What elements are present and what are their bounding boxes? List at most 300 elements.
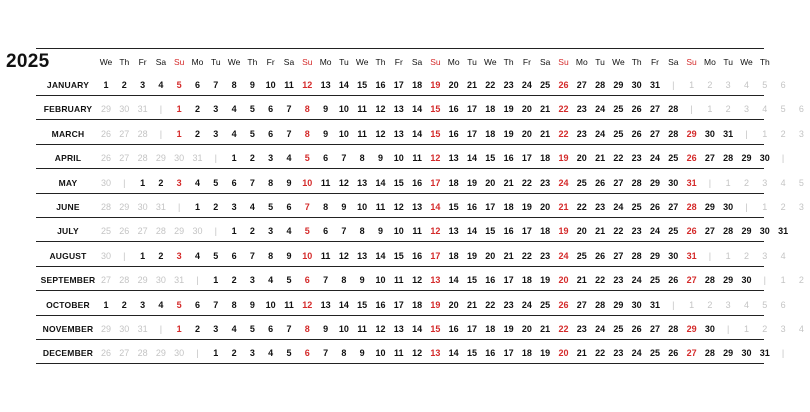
day-cell: 3	[140, 80, 146, 90]
day-cell: 15	[485, 226, 496, 237]
day-cell: 25	[668, 153, 679, 164]
day-cell: 3	[176, 177, 182, 188]
day-cell: 22	[521, 250, 532, 261]
day-cell: 31	[192, 153, 203, 164]
day-cell: 17	[393, 299, 404, 310]
day-cell: 29	[100, 324, 111, 334]
day-cell: 1	[213, 348, 219, 359]
day-cell: 22	[613, 153, 624, 164]
day-cell: 23	[503, 80, 514, 90]
day-cell: 28	[631, 250, 642, 261]
day-cell: 4	[762, 104, 768, 115]
day-cell: 10	[265, 299, 276, 310]
weekday-header: Th	[631, 57, 642, 67]
day-cell: 21	[558, 202, 569, 212]
weekday-header: Mo	[575, 57, 588, 67]
weekday-header: Fr	[650, 57, 660, 67]
day-cell: 13	[412, 202, 423, 212]
day-cell: 6	[798, 104, 804, 115]
day-cell: 27	[668, 202, 679, 212]
day-cell: 4	[231, 104, 237, 115]
day-cell: 22	[558, 104, 569, 115]
weekday-header: Fr	[522, 57, 531, 67]
day-cell: 15	[357, 80, 368, 90]
day-cell: 8	[304, 128, 310, 139]
day-cell: 8	[304, 324, 310, 334]
day-cell: 30	[631, 299, 642, 310]
day-cell: 21	[503, 177, 514, 188]
day-cell: 23	[631, 226, 642, 237]
day-cell: 29	[155, 348, 166, 359]
day-cell: 15	[466, 275, 477, 286]
day-cell: 13	[448, 226, 459, 237]
day-cell: 12	[338, 250, 349, 261]
day-cell: 29	[100, 104, 111, 115]
day-cell: 25	[649, 275, 660, 286]
day-cell: 14	[412, 324, 423, 334]
day-cell: 30	[100, 177, 111, 188]
day-cell: 9	[359, 275, 365, 286]
day-cell: 29	[119, 202, 130, 212]
day-cell: 30	[704, 324, 715, 334]
day-cell: 5	[268, 202, 274, 212]
day-cell: 7	[323, 275, 329, 286]
day-cell: 21	[503, 250, 514, 261]
day-cell: 22	[521, 177, 532, 188]
day-cell: 19	[521, 202, 532, 212]
day-cell: 3	[213, 324, 219, 334]
row-rule	[36, 363, 764, 364]
day-cell: 20	[540, 202, 551, 212]
day-cell: 8	[341, 348, 347, 359]
day-cell: 10	[302, 177, 313, 188]
row-rule	[36, 95, 764, 96]
day-cell: 12	[393, 202, 404, 212]
day-cell: 11	[284, 80, 294, 90]
month-separator: |	[745, 128, 748, 139]
day-cell: 28	[686, 202, 697, 212]
day-cell: 25	[668, 226, 679, 237]
month-label: AUGUST	[49, 250, 87, 261]
day-cell: 14	[375, 250, 386, 261]
weekday-header: Th	[119, 57, 130, 67]
month-label: DECEMBER	[42, 348, 94, 359]
day-cell: 11	[357, 324, 367, 334]
day-cell: 21	[466, 80, 477, 90]
month-separator: |	[727, 324, 730, 334]
day-cell: 27	[613, 250, 624, 261]
weekday-header: Su	[558, 57, 569, 67]
day-cell: 9	[323, 324, 329, 334]
day-cell: 1	[176, 324, 182, 334]
day-cell: 2	[158, 177, 164, 188]
day-cell: 3	[762, 250, 768, 261]
day-cell: 5	[304, 153, 310, 164]
day-cell: 14	[338, 299, 349, 310]
day-cell: 20	[576, 153, 587, 164]
day-cell: 14	[430, 202, 441, 212]
day-cell: 5	[762, 299, 768, 310]
day-cell: 25	[613, 104, 624, 115]
day-cell: 26	[558, 299, 569, 310]
day-cell: 21	[576, 348, 587, 359]
day-cell: 18	[540, 153, 551, 164]
day-cell: 24	[631, 348, 642, 359]
day-cell: 26	[595, 177, 606, 188]
day-cell: 26	[631, 128, 642, 139]
day-cell: 19	[430, 299, 441, 310]
day-cell: 3	[268, 226, 274, 237]
month-separator: |	[196, 275, 199, 286]
day-cell: 22	[576, 202, 587, 212]
row-rule	[36, 144, 764, 145]
day-cell: 3	[231, 202, 237, 212]
day-cell: 27	[576, 299, 587, 310]
day-cell: 28	[704, 275, 715, 286]
day-cell: 27	[704, 226, 715, 237]
day-cell: 12	[375, 324, 386, 334]
day-cell: 23	[503, 299, 514, 310]
day-cell: 19	[558, 153, 569, 164]
day-cell: 27	[119, 128, 130, 139]
day-cell: 6	[323, 226, 329, 237]
day-cell: 23	[540, 177, 551, 188]
day-cell: 15	[393, 250, 404, 261]
day-cell: 5	[286, 275, 292, 286]
day-cell: 2	[231, 348, 237, 359]
day-cell: 7	[213, 299, 219, 310]
day-cell: 1	[231, 226, 237, 237]
day-cell: 16	[466, 202, 477, 212]
day-cell: 2	[707, 80, 713, 90]
day-cell: 17	[393, 80, 404, 90]
day-cell: 25	[576, 250, 587, 261]
day-cell: 30	[100, 250, 111, 261]
day-cell: 2	[194, 104, 200, 115]
day-cell: 28	[137, 128, 148, 139]
day-cell: 12	[302, 80, 313, 90]
day-cell: 10	[338, 104, 349, 115]
day-cell: 16	[448, 128, 459, 139]
day-cell: 1	[725, 177, 731, 188]
day-cell: 1	[707, 104, 713, 115]
day-cell: 20	[485, 250, 496, 261]
day-cell: 9	[377, 226, 383, 237]
day-cell: 5	[176, 299, 182, 310]
day-cell: 13	[320, 299, 331, 310]
day-cell: 9	[249, 299, 255, 310]
weekday-header: We	[355, 57, 369, 67]
day-cell: 21	[576, 275, 587, 286]
day-cell: 5	[762, 80, 768, 90]
day-cell: 12	[338, 177, 349, 188]
day-cell: 8	[359, 226, 365, 237]
day-cell: 29	[741, 153, 752, 164]
day-cell: 2	[213, 202, 219, 212]
day-cell: 26	[686, 153, 697, 164]
day-cell: 1	[743, 324, 749, 334]
day-cell: 28	[668, 104, 679, 115]
day-cell: 31	[155, 202, 166, 212]
day-cell: 1	[140, 177, 146, 188]
day-cell: 1	[176, 128, 182, 139]
day-cell: 21	[595, 153, 606, 164]
day-cell: 7	[304, 202, 310, 212]
day-cell: 7	[323, 348, 329, 359]
day-cell: 30	[119, 104, 130, 115]
weekday-header: Tu	[210, 57, 221, 67]
day-cell: 24	[649, 153, 660, 164]
weekday-header: Sa	[155, 57, 167, 67]
day-cell: 11	[412, 153, 422, 164]
day-cell: 4	[286, 226, 292, 237]
day-cell: 3	[762, 177, 768, 188]
day-cell: 15	[448, 202, 459, 212]
day-cell: 15	[357, 299, 368, 310]
row-rule	[36, 266, 764, 267]
day-cell: 19	[430, 80, 441, 90]
day-cell: 7	[213, 80, 219, 90]
day-cell: 17	[466, 128, 477, 139]
weekday-header: Mo	[447, 57, 460, 67]
day-cell: 4	[743, 299, 749, 310]
weekday-header: Su	[686, 57, 697, 67]
day-cell: 9	[286, 177, 292, 188]
day-cell: 22	[595, 348, 606, 359]
day-cell: 16	[375, 80, 386, 90]
day-cell: 27	[704, 153, 715, 164]
row-rule	[36, 315, 764, 316]
day-cell: 20	[521, 128, 532, 139]
day-cell: 18	[485, 324, 496, 334]
day-cell: 8	[304, 104, 310, 115]
day-cell: 22	[558, 128, 569, 139]
day-cell: 19	[466, 250, 477, 261]
day-cell: 18	[448, 250, 459, 261]
day-cell: 20	[558, 275, 569, 286]
day-cell: 5	[213, 250, 219, 261]
day-cell: 3	[268, 153, 274, 164]
day-cell: 28	[631, 177, 642, 188]
day-cell: 27	[119, 153, 130, 164]
day-cell: 3	[798, 202, 804, 212]
day-cell: 15	[430, 104, 441, 115]
day-cell: 14	[466, 226, 477, 237]
day-cell: 1	[103, 299, 109, 310]
day-cell: 29	[723, 348, 734, 359]
day-cell: 7	[249, 250, 255, 261]
month-separator: |	[672, 299, 675, 310]
day-cell: 11	[320, 177, 331, 188]
day-cell: 17	[430, 177, 441, 188]
row-rule	[36, 339, 764, 340]
day-cell: 11	[375, 202, 386, 212]
day-cell: 26	[668, 275, 679, 286]
day-cell: 19	[466, 177, 477, 188]
day-cell: 2	[743, 177, 749, 188]
month-separator: |	[214, 153, 217, 164]
day-cell: 6	[304, 275, 310, 286]
month-separator: |	[159, 128, 163, 139]
day-cell: 3	[176, 250, 182, 261]
day-cell: 30	[723, 202, 734, 212]
day-cell: 10	[393, 226, 404, 237]
day-cell: 2	[798, 275, 804, 286]
day-cell: 18	[412, 299, 423, 310]
day-cell: 24	[558, 177, 569, 188]
day-cell: 7	[286, 324, 292, 334]
day-cell: 21	[595, 226, 606, 237]
day-cell: 6	[268, 128, 274, 139]
day-cell: 1	[689, 299, 695, 310]
month-separator: |	[214, 226, 217, 237]
day-cell: 25	[613, 324, 624, 334]
weekday-header: Tu	[467, 57, 477, 67]
day-cell: 29	[686, 128, 697, 139]
day-cell: 2	[707, 299, 713, 310]
day-cell: 23	[540, 250, 551, 261]
day-cell: 2	[762, 324, 768, 334]
day-cell: 23	[576, 104, 587, 115]
day-cell: 25	[613, 128, 624, 139]
day-cell: 30	[155, 275, 166, 286]
weekday-header: We	[612, 57, 625, 67]
day-cell: 31	[649, 299, 660, 310]
day-cell: 27	[649, 128, 660, 139]
weekday-header: Tu	[339, 57, 349, 67]
day-cell: 25	[649, 348, 660, 359]
day-cell: 8	[268, 177, 274, 188]
day-cell: 26	[100, 348, 111, 359]
weekday-header: Sa	[283, 57, 295, 67]
day-cell: 19	[540, 348, 551, 359]
day-cell: 26	[119, 226, 130, 237]
month-separator: |	[159, 324, 163, 334]
day-cell: 24	[613, 202, 624, 212]
day-cell: 6	[194, 299, 200, 310]
day-cell: 2	[121, 80, 127, 90]
day-cell: 7	[249, 177, 255, 188]
day-cell: 5	[798, 177, 804, 188]
day-cell: 5	[176, 80, 182, 90]
day-cell: 11	[284, 299, 294, 310]
month-label: APRIL	[54, 153, 82, 164]
day-cell: 30	[174, 153, 185, 164]
day-cell: 6	[194, 80, 200, 90]
day-cell: 28	[119, 275, 130, 286]
day-cell: 31	[137, 104, 148, 115]
day-cell: 21	[540, 104, 551, 115]
day-cell: 15	[485, 153, 496, 164]
day-cell: 29	[741, 226, 752, 237]
weekday-header: Mo	[703, 57, 716, 67]
day-cell: 30	[137, 202, 148, 212]
day-cell: 30	[668, 177, 679, 188]
row-rule	[36, 119, 764, 120]
day-cell: 18	[448, 177, 459, 188]
day-cell: 31	[174, 275, 185, 286]
day-cell: 19	[503, 324, 514, 334]
day-cell: 17	[466, 104, 477, 115]
day-cell: 16	[503, 226, 514, 237]
day-cell: 28	[137, 348, 148, 359]
row-rule	[36, 290, 764, 291]
day-cell: 30	[192, 226, 203, 237]
weekday-header: Th	[375, 57, 386, 67]
day-cell: 7	[286, 128, 292, 139]
day-cell: 14	[375, 177, 386, 188]
day-cell: 23	[613, 275, 624, 286]
day-cell: 20	[576, 226, 587, 237]
day-cell: 10	[375, 275, 386, 286]
day-cell: 20	[448, 80, 459, 90]
day-cell: 3	[725, 299, 731, 310]
day-cell: 14	[466, 153, 477, 164]
day-cell: 16	[412, 250, 423, 261]
day-cell: 17	[521, 226, 532, 237]
row-rule	[36, 241, 764, 242]
day-cell: 11	[394, 275, 404, 286]
day-cell: 5	[213, 177, 219, 188]
day-cell: 30	[631, 80, 642, 90]
day-cell: 5	[286, 348, 292, 359]
day-cell: 22	[613, 226, 624, 237]
weekday-header: Tu	[723, 57, 733, 67]
day-cell: 18	[521, 348, 532, 359]
day-cell: 26	[649, 202, 660, 212]
day-cell: 14	[448, 348, 459, 359]
day-cell: 6	[268, 324, 274, 334]
day-cell: 13	[393, 324, 404, 334]
day-cell: 22	[485, 80, 496, 90]
day-cell: 3	[780, 324, 786, 334]
day-cell: 5	[780, 104, 786, 115]
day-cell: 11	[357, 128, 367, 139]
year-title: 2025	[6, 51, 50, 72]
day-cell: 18	[412, 80, 423, 90]
day-cell: 7	[341, 153, 347, 164]
day-cell: 18	[540, 226, 551, 237]
day-cell: 30	[741, 275, 752, 286]
day-cell: 29	[613, 80, 624, 90]
day-cell: 27	[686, 275, 697, 286]
day-cell: 14	[448, 275, 459, 286]
day-cell: 27	[686, 348, 697, 359]
day-cell: 23	[613, 348, 624, 359]
day-cell: 4	[158, 299, 164, 310]
day-cell: 29	[649, 177, 660, 188]
day-cell: 19	[558, 226, 569, 237]
month-separator: |	[196, 348, 199, 359]
day-cell: 6	[286, 202, 292, 212]
day-cell: 8	[359, 153, 365, 164]
day-cell: 27	[137, 226, 148, 237]
day-cell: 30	[704, 128, 715, 139]
day-cell: 13	[357, 177, 368, 188]
day-cell: 4	[194, 177, 200, 188]
day-cell: 1	[140, 250, 146, 261]
day-cell: 29	[137, 275, 148, 286]
day-cell: 29	[704, 202, 715, 212]
month-label: JULY	[57, 226, 79, 237]
day-cell: 17	[430, 250, 441, 261]
day-cell: 22	[485, 299, 496, 310]
day-cell: 19	[540, 275, 551, 286]
day-cell: 24	[595, 128, 606, 139]
day-cell: 20	[521, 324, 532, 334]
day-cell: 11	[394, 348, 404, 359]
day-cell: 2	[725, 104, 731, 115]
